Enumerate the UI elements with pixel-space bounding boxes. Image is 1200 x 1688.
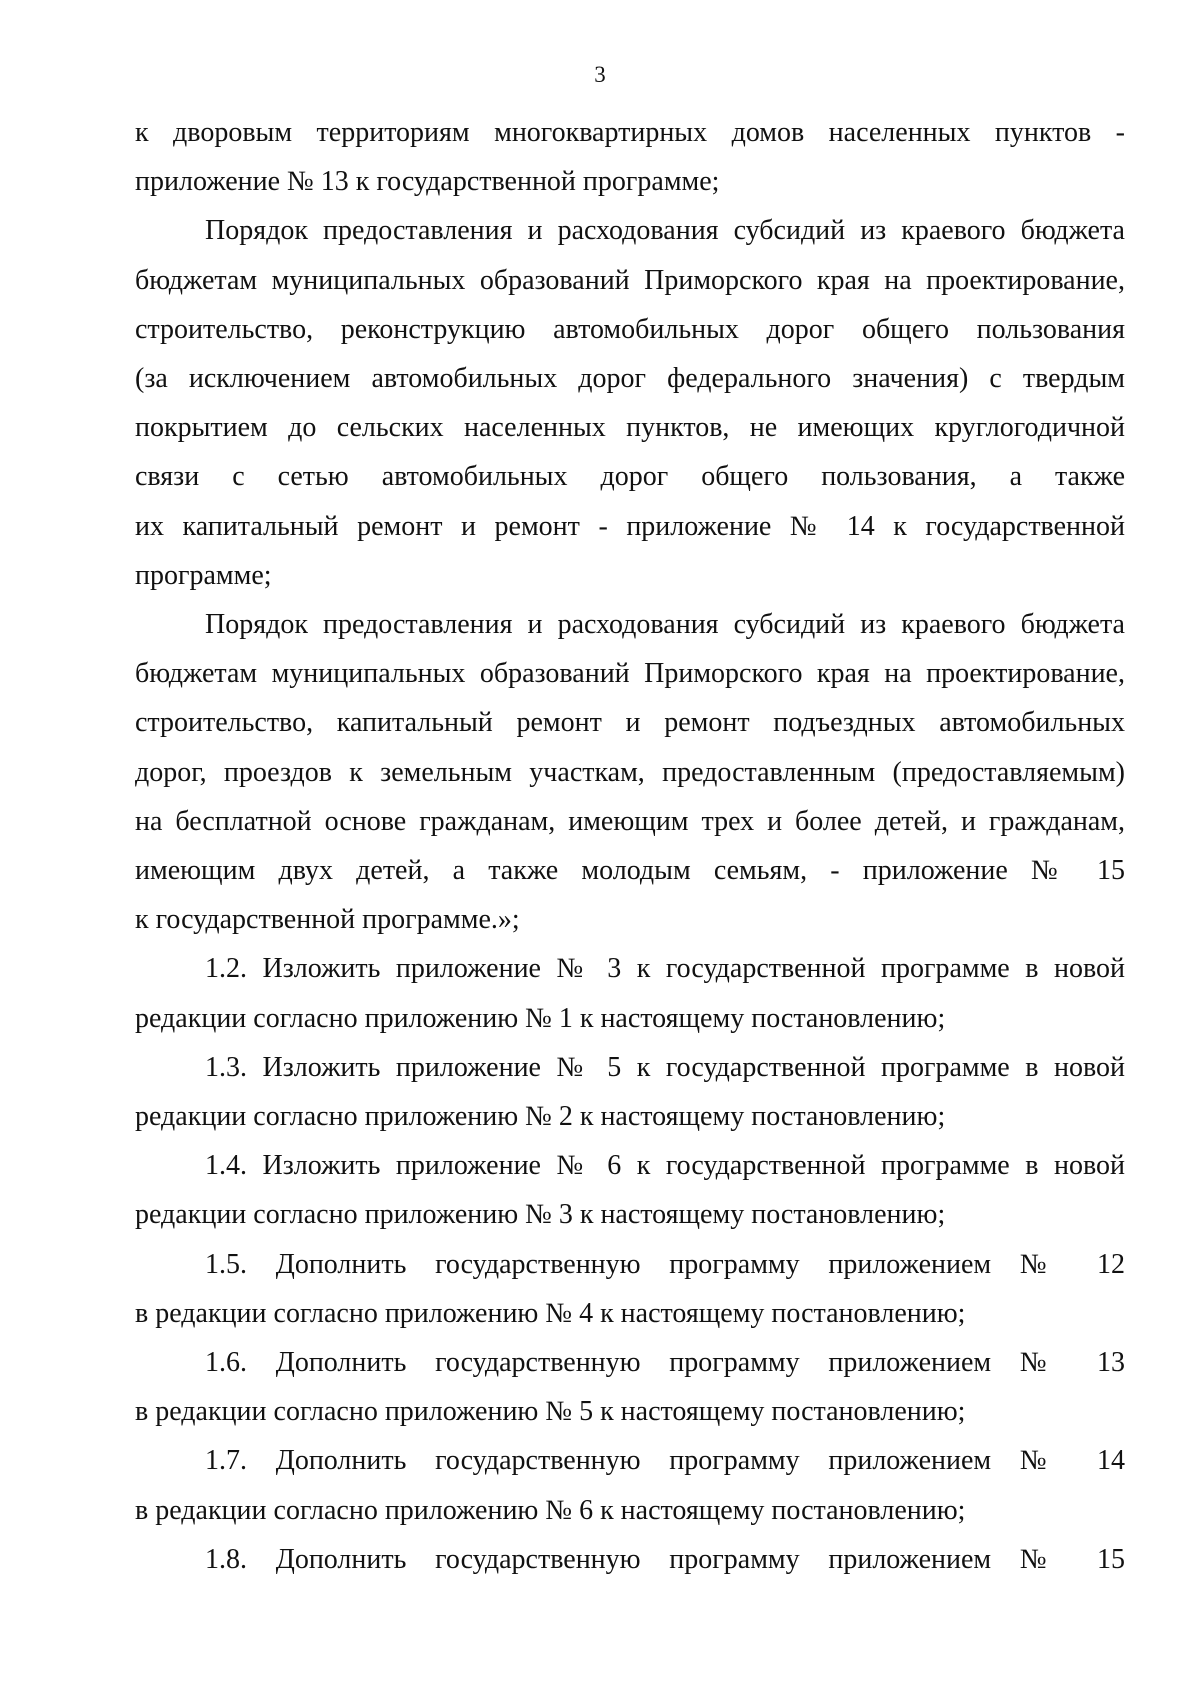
paragraph [135,1043,1125,1141]
paragraph [135,944,1125,1042]
text-line: 1.6. Дополнить государственную программу приложением № 13 [205,1347,1125,1379]
paragraph [135,1141,1125,1239]
document-body [135,108,1125,1584]
text-line: покрытием до сельских населенных пунктов, не имеющих круглогодичной [135,412,1125,444]
paragraph [135,1240,1125,1338]
text-line: 1.2. Изложить приложение № 3 к государственной программе в новой [205,953,1125,985]
text-line: приложение № 13 к государственной программе; [135,166,720,198]
text-line: в редакции согласно приложению № 5 к настоящему постановлению; [135,1396,966,1428]
text-line: бюджетам муниципальных образований Приморского края на проектирование, [135,658,1125,690]
text-line: связи с сетью автомобильных дорог общего пользования, а также [135,461,1125,493]
paragraph [135,1338,1125,1436]
text-line: (за исключением автомобильных дорог федерального значения) с твердым [135,363,1125,395]
text-line: к государственной программе.»; [135,904,520,936]
paragraph [135,108,1125,206]
text-line: в редакции согласно приложению № 4 к настоящему постановлению; [135,1297,966,1329]
text-line: имеющим двух детей, а также молодым семьям, - приложение № 15 [135,855,1125,887]
text-line: 1.4. Изложить приложение № 6 к государственной программе в новой [205,1150,1125,1182]
text-line: дорог, проездов к земельным участкам, предоставленным (предоставляемым) [135,756,1125,788]
text-line: редакции согласно приложению № 2 к настоящему постановлению; [135,1101,946,1133]
paragraph [135,1436,1125,1534]
text-line: редакции согласно приложению № 1 к настоящему постановлению; [135,1002,946,1034]
text-line: строительство, реконструкцию автомобильных дорог общего пользования [135,313,1125,345]
text-line: Порядок предоставления и расходования субсидий из краевого бюджета [205,215,1125,247]
text-line: программе; [135,559,272,591]
text-line: бюджетам муниципальных образований Приморского края на проектирование, [135,264,1125,296]
text-line: в редакции согласно приложению № 6 к настоящему постановлению; [135,1494,966,1526]
text-line: строительство, капитальный ремонт и ремонт подъездных автомобильных [135,707,1125,739]
text-line: редакции согласно приложению № 3 к настоящему постановлению; [135,1199,946,1231]
paragraph [135,600,1125,944]
page-number: 3 [594,62,606,87]
text-line: 1.7. Дополнить государственную программу приложением № 14 [205,1445,1125,1477]
text-line: 1.3. Изложить приложение № 5 к государственной программе в новой [205,1051,1125,1083]
paragraph [135,1535,1125,1584]
text-line: Порядок предоставления и расходования субсидий из краевого бюджета [205,609,1125,641]
text-line: их капитальный ремонт и ремонт - приложение № 14 к государственной [135,510,1125,542]
text-line: 1.8. Дополнить государственную программу приложением № 15 [205,1543,1125,1575]
text-line: к дворовым территориям многоквартирных домов населенных пунктов - [135,117,1125,148]
text-line: 1.5. Дополнить государственную программу приложением № 12 [205,1248,1125,1280]
paragraph [135,206,1125,600]
text-line: на бесплатной основе гражданам, имеющим трех и более детей, и гражданам, [135,805,1125,837]
